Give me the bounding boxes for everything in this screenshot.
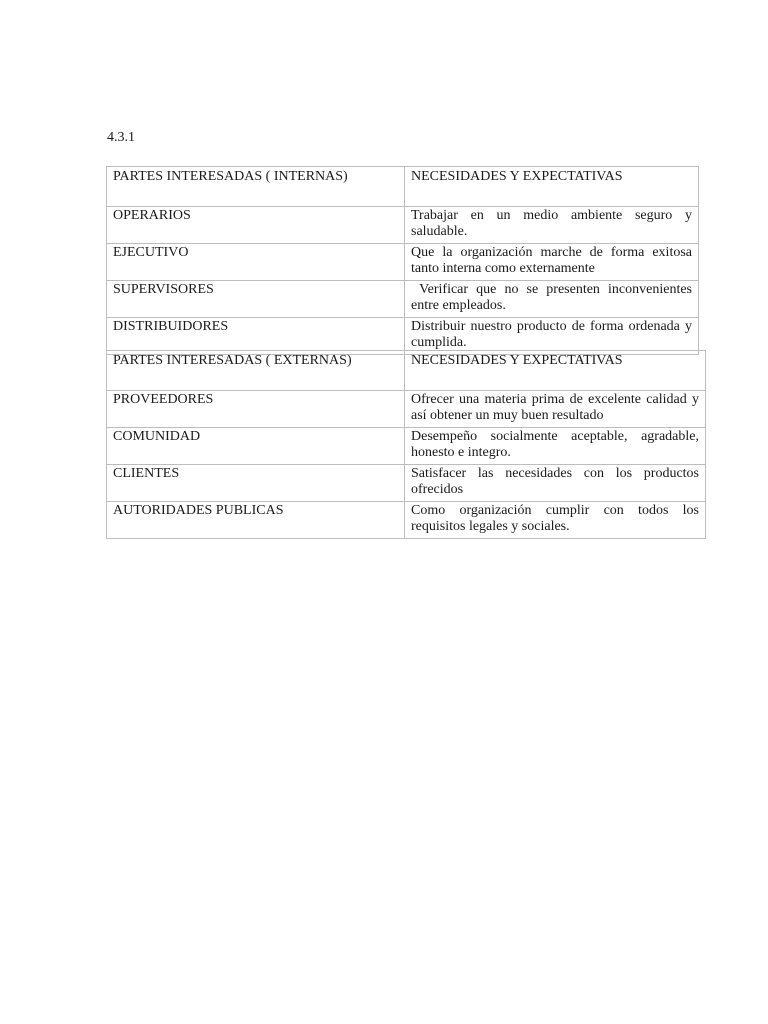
- table-row: [107, 207, 699, 244]
- internal-stakeholders-table: [106, 166, 699, 355]
- section-number: 4.3.1: [107, 130, 135, 145]
- needs-cell: Ofrecer una materia prima de excelente calidad y así obtener un muy buen resultado: [405, 391, 706, 428]
- table-header-row: [107, 351, 706, 391]
- needs-cell: Como organización cumplir con todos los requisitos legales y sociales.: [405, 502, 706, 539]
- table-row: [107, 391, 706, 428]
- external-stakeholders-table: [106, 350, 706, 539]
- table-row: [107, 318, 699, 355]
- needs-cell: Trabajar en un medio ambiente seguro y saludable.: [405, 207, 699, 244]
- needs-cell: Distribuir nuestro producto de forma ordenada y cumplida.: [405, 318, 699, 355]
- table-row: [107, 465, 706, 502]
- table-row: [107, 244, 699, 281]
- table-header-row: [107, 167, 699, 207]
- stakeholder-cell: AUTORIDADES PUBLICAS: [107, 502, 405, 539]
- needs-cell: Desempeño socialmente aceptable, agradable, honesto e integro.: [405, 428, 706, 465]
- needs-cell: Verificar que no se presenten inconvenientes entre empleados.: [405, 281, 699, 318]
- needs-cell: Que la organización marche de forma exitosa tanto interna como externamente: [405, 244, 699, 281]
- stakeholder-cell: OPERARIOS: [107, 207, 405, 244]
- stakeholder-cell: SUPERVISORES: [107, 281, 405, 318]
- table-row: [107, 428, 706, 465]
- needs-cell: Satisfacer las necesidades con los productos ofrecidos: [405, 465, 706, 502]
- header-cell-stakeholders: PARTES INTERESADAS ( EXTERNAS): [107, 351, 405, 391]
- table-row: [107, 502, 706, 539]
- stakeholder-cell: CLIENTES: [107, 465, 405, 502]
- header-cell-needs: NECESIDADES Y EXPECTATIVAS: [405, 167, 699, 207]
- stakeholder-cell: EJECUTIVO: [107, 244, 405, 281]
- header-cell-stakeholders: PARTES INTERESADAS ( INTERNAS): [107, 167, 405, 207]
- stakeholder-cell: DISTRIBUIDORES: [107, 318, 405, 355]
- stakeholder-cell: COMUNIDAD: [107, 428, 405, 465]
- stakeholder-cell: PROVEEDORES: [107, 391, 405, 428]
- table-row: [107, 281, 699, 318]
- header-cell-needs: NECESIDADES Y EXPECTATIVAS: [405, 351, 706, 391]
